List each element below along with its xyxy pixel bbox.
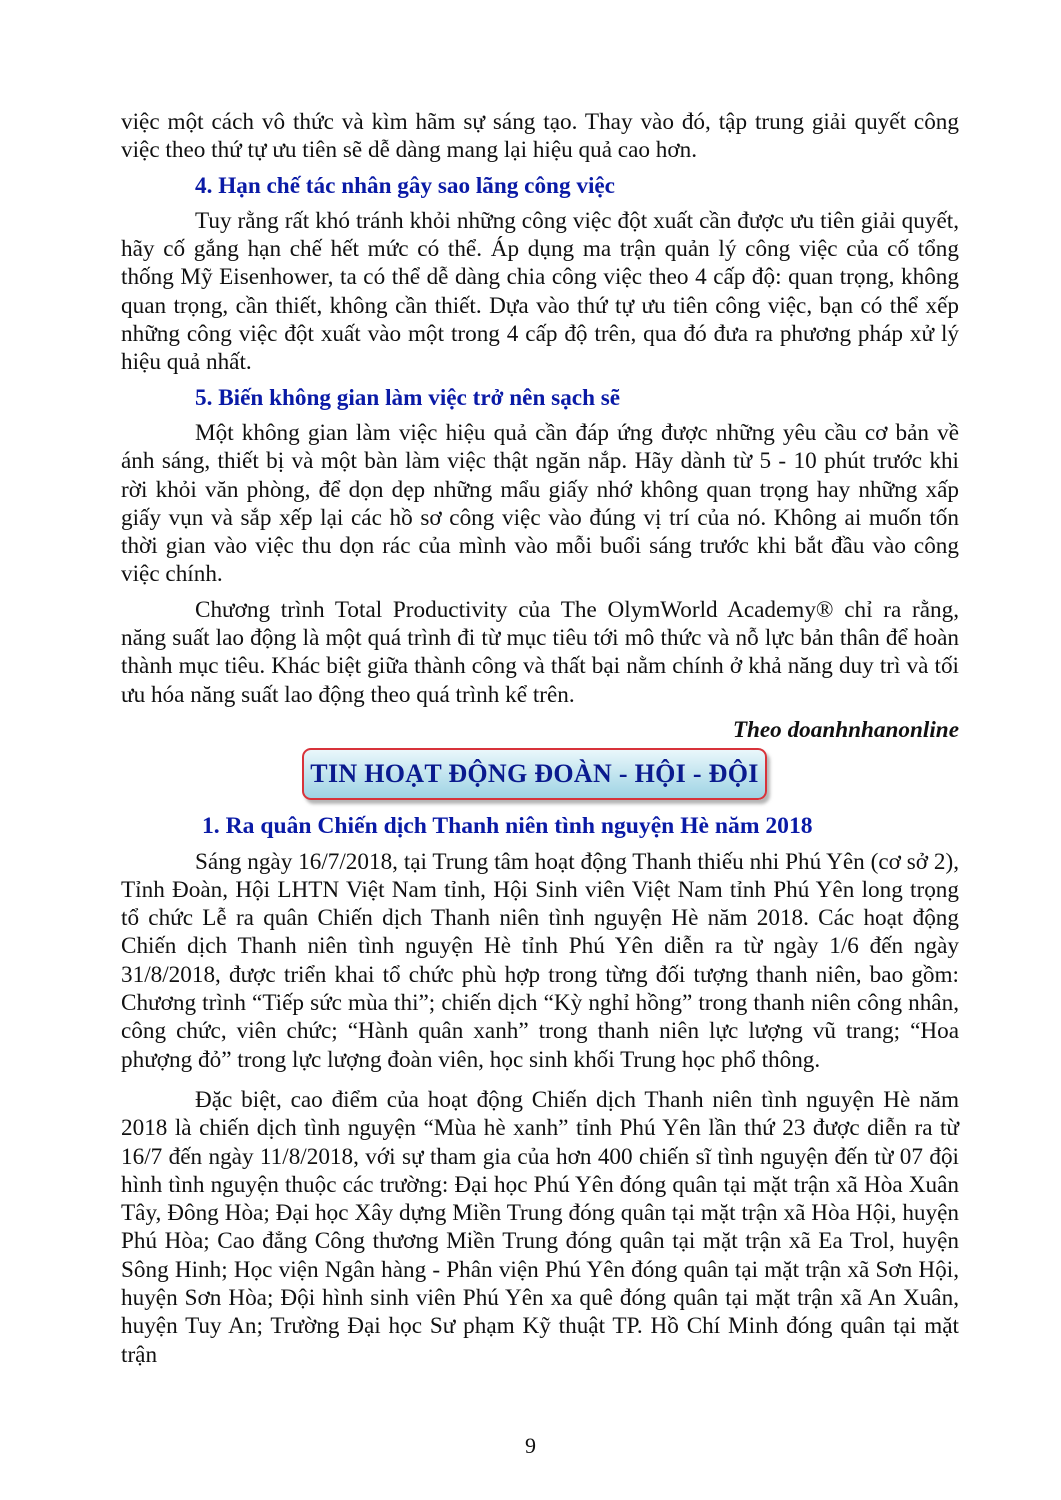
document-page	[121, 108, 959, 1369]
news-1-heading: 1. Ra quân Chiến dịch Thanh niên tình nguyện Hè năm 2018	[202, 813, 813, 840]
section-4-heading: 4. Hạn chế tác nhân gây sao lãng công việc	[195, 172, 615, 199]
conclusion-paragraph: Chương trình Total Productivity của The OlymWorld Academy® chỉ ra rằng, năng suất lao động là một quá trình đi từ mục tiêu tới mô thức và nỗ lực bản thân để hoàn thành mục tiêu. Khác biệt giữa thành công và thất bại nằm chính ở khả năng duy trì và tối ưu hóa năng suất lao động theo quá trình kể trên.	[121, 596, 959, 708]
section-4-paragraph: Tuy rằng rất khó tránh khỏi những công việc đột xuất cần được ưu tiên giải quyết, hãy cố gắng hạn chế hết mức có thể. Áp dụng ma trận quản lý công việc của cố tổng thống Mỹ Eisenhower, ta có thể dễ dàng chia công việc theo 4 cấp độ: quan trọng, không quan trọng, cần thiết, không cần thiết. Dựa vào thứ tự ưu tiên công việc, bạn có thể xếp những công việc đột xuất vào một trong 4 cấp độ trên, qua đó đưa ra phương pháp xử lý hiệu quả nhất.	[121, 207, 959, 376]
news-1-paragraph-2: Đặc biệt, cao điểm của hoạt động Chiến dịch Thanh niên tình nguyện Hè năm 2018 là chiến dịch tình nguyện “Mùa hè xanh” tỉnh Phú Yên lần thứ 23 được diễn ra từ 16/7 đến ngày 11/8/2018, với sự tham gia của hơn 400 chiến sĩ tình nguyện đến từ 07 đội hình tình nguyện thuộc các trường: Đại học Phú Yên đóng quân tại mặt trận xã Hòa Xuân Tây, Đông Hòa; Đại học Xây dựng Miền Trung đóng quân tại mặt trận xã Hòa Hội, huyện Phú Hòa; Cao đẳng Công thương Miền Trung đóng quân tại mặt trận xã Ea Trol, huyện Sông Hinh; Học viện Ngân hàng - Phân viện Phú Yên đóng quân tại mặt trận xã Sơn Hội, huyện Sơn Hòa; Đội hình sinh viên Phú Yên xa quê đóng quân tại mặt trận xã An Xuân, huyện Tuy An; Trường Đại học Sư phạm Kỹ thuật TP. Hồ Chí Minh đóng quân tại mặt trận	[121, 1086, 959, 1368]
section-5-heading: 5. Biến không gian làm việc trở nên sạch sẽ	[195, 384, 621, 411]
section-banner-wrapper	[121, 744, 959, 812]
page-number: 9	[525, 1433, 536, 1458]
section-banner: TIN HOẠT ĐỘNG ĐOÀN - HỘI - ĐỘI	[302, 748, 767, 800]
section-5-paragraph: Một không gian làm việc hiệu quả cần đáp ứng được những yêu cầu cơ bản về ánh sáng, thiết bị và một bàn làm việc thật ngăn nắp. Hãy dành từ 5 - 10 phút trước khi rời khỏi văn phòng, để dọn dẹp những mẩu giấy nhớ không quan trọng hay những xấp giấy vụn và sắp xếp lại các hồ sơ công việc vào đúng vị trí của nó. Không ai muốn tốn thời gian vào việc thu dọn rác của mình vào mỗi buổi sáng trước khi bắt đầu vào công việc chính.	[121, 419, 959, 588]
news-1-paragraph-1: Sáng ngày 16/7/2018, tại Trung tâm hoạt động Thanh thiếu nhi Phú Yên (cơ sở 2), Tỉnh Đoàn, Hội LHTN Việt Nam tỉnh, Hội Sinh viên Việt Nam tỉnh Phú Yên long trọng tổ chức Lễ ra quân Chiến dịch Thanh niên tình nguyện Hè năm 2018. Các hoạt động Chiến dịch Thanh niên tình nguyện Hè tỉnh Phú Yên diễn ra từ ngày 1/6 đến ngày 31/8/2018, được triển khai tổ chức phù hợp trong từng đối tượng thanh niên, bao gồm: Chương trình “Tiếp sức mùa thi”; chiến dịch “Kỳ nghỉ hồng” trong thanh niên công nhân, công chức, viên chức; “Hành quân xanh” trong thanh niên lực lượng vũ trang; “Hoa phượng đỏ” trong lực lượng đoàn viên, học sinh khối Trung học phổ thông.	[121, 848, 959, 1073]
intro-paragraph: việc một cách vô thức và kìm hãm sự sáng tạo. Thay vào đó, tập trung giải quyết công việc theo thứ tự ưu tiên sẽ dễ dàng mang lại hiệu quả cao hơn.	[121, 109, 959, 164]
source-credit: Theo doanhnhanonline	[732, 716, 959, 743]
